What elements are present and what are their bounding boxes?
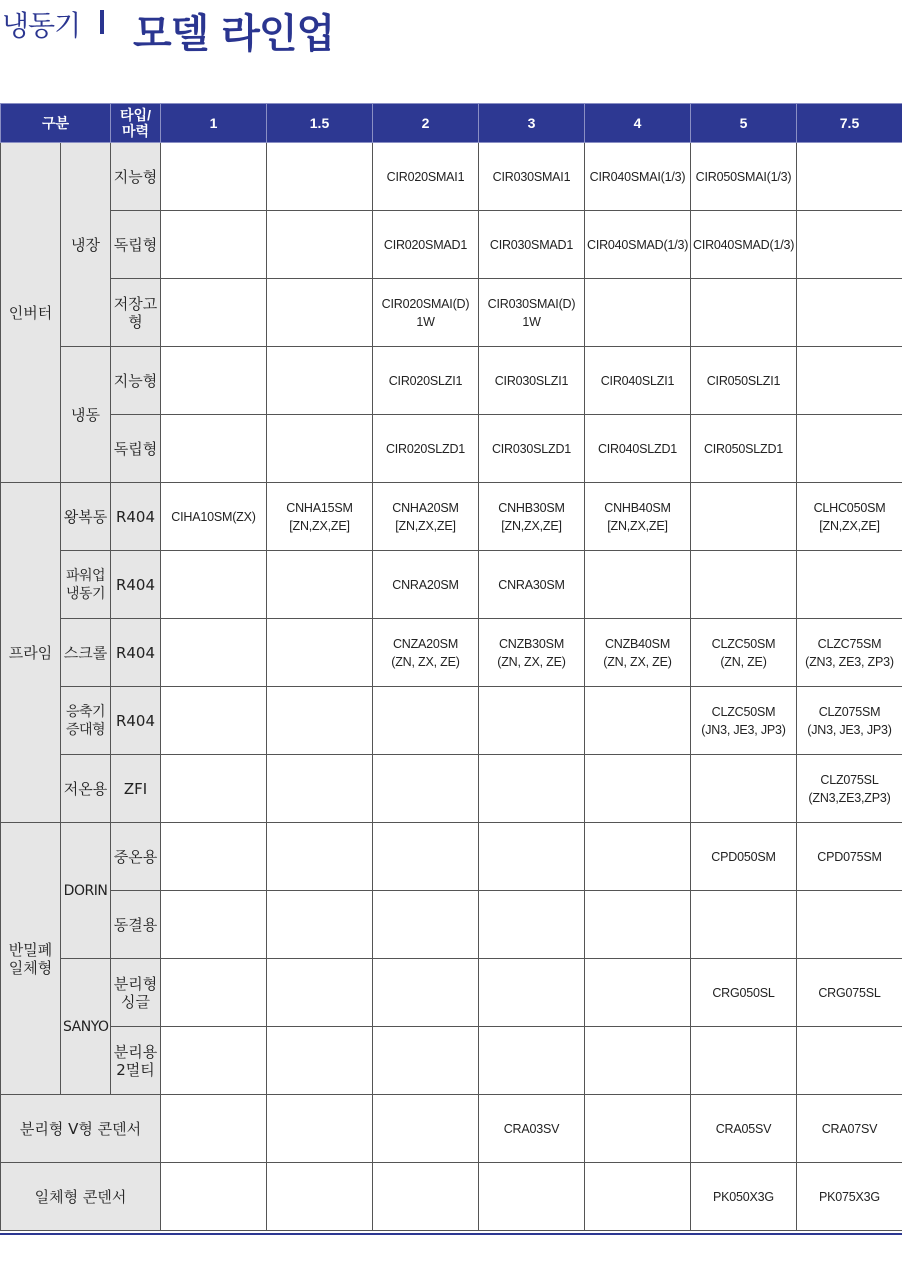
table-row	[1, 347, 902, 415]
table-header-row	[1, 104, 902, 143]
model-cell	[797, 551, 902, 619]
model-cell	[691, 755, 797, 823]
type-cell: 지능형	[111, 143, 161, 211]
model-cell: CLHC050SM [ZN,ZX,ZE]	[797, 483, 902, 551]
header-hp-7-5: 7.5	[797, 104, 902, 143]
model-cell: CIR030SLZI1	[479, 347, 585, 415]
model-cell: CIR050SLZD1	[691, 415, 797, 483]
table-row	[1, 619, 902, 687]
model-cell: CLZ075SM (JN3, JE3, JP3)	[797, 687, 902, 755]
model-cell	[267, 279, 373, 347]
model-cell	[161, 619, 267, 687]
model-cell: CIR030SLZD1	[479, 415, 585, 483]
model-cell: CIR040SLZD1	[585, 415, 691, 483]
model-cell	[267, 1027, 373, 1095]
model-cell	[267, 687, 373, 755]
model-cell: CIR030SMAD1	[479, 211, 585, 279]
model-cell: CNZB40SM (ZN, ZX, ZE)	[585, 619, 691, 687]
model-cell: CNRA20SM	[373, 551, 479, 619]
model-cell: CIHA10SM(ZX)	[161, 483, 267, 551]
model-cell: CIR050SLZI1	[691, 347, 797, 415]
page-title: 모델 라인업	[133, 11, 335, 57]
header-category: 구분	[1, 104, 111, 143]
model-cell	[585, 279, 691, 347]
type-cell: 저장고 형	[111, 279, 161, 347]
model-cell	[373, 755, 479, 823]
table-row	[1, 755, 902, 823]
model-cell	[373, 891, 479, 959]
model-cell	[479, 1163, 585, 1231]
model-cell: CIR050SMAI(1/3)	[691, 143, 797, 211]
subgroup-dorin: DORIN	[61, 823, 111, 959]
model-cell	[267, 1163, 373, 1231]
model-cell	[267, 347, 373, 415]
type-cell: R404	[111, 687, 161, 755]
model-cell	[161, 959, 267, 1027]
model-cell	[161, 891, 267, 959]
subgroup-cell: 왕복동	[61, 483, 111, 551]
header-hp-3: 3	[479, 104, 585, 143]
model-cell: CLZ075SL (ZN3,ZE3,ZP3)	[797, 755, 902, 823]
model-cell: CNRA30SM	[479, 551, 585, 619]
model-cell	[691, 1027, 797, 1095]
model-cell	[373, 823, 479, 891]
model-cell	[373, 959, 479, 1027]
subgroup-cell: 스크롤	[61, 619, 111, 687]
group-integrated-condenser: 일체형 콘덴서	[1, 1163, 161, 1231]
model-cell: PK075X3G	[797, 1163, 902, 1231]
subgroup-cell: 저온용	[61, 755, 111, 823]
subgroup-freeze: 냉동	[61, 347, 111, 483]
model-cell	[161, 143, 267, 211]
model-cell: CNHA20SM [ZN,ZX,ZE]	[373, 483, 479, 551]
model-cell	[585, 1095, 691, 1163]
model-cell	[161, 687, 267, 755]
table-row	[1, 823, 902, 891]
model-cell	[161, 415, 267, 483]
model-cell	[267, 211, 373, 279]
group-inverter: 인버터	[1, 143, 61, 483]
model-cell	[585, 891, 691, 959]
group-prime: 프라임	[1, 483, 61, 823]
model-cell	[797, 279, 902, 347]
model-cell	[267, 143, 373, 211]
model-cell: CIR040SMAI(1/3)	[585, 143, 691, 211]
model-cell	[161, 1027, 267, 1095]
table-row	[1, 959, 902, 1027]
model-cell: CNHB30SM [ZN,ZX,ZE]	[479, 483, 585, 551]
model-cell	[797, 211, 902, 279]
model-cell	[373, 687, 479, 755]
model-cell: CRA07SV	[797, 1095, 902, 1163]
model-cell: CRG075SL	[797, 959, 902, 1027]
model-cell: CLZC50SM (ZN, ZE)	[691, 619, 797, 687]
model-cell: CNHB40SM [ZN,ZX,ZE]	[585, 483, 691, 551]
model-cell: CIR040SMAD(1/3)	[585, 211, 691, 279]
type-cell: 동결용	[111, 891, 161, 959]
model-cell	[797, 1027, 902, 1095]
model-cell: CIR020SLZD1	[373, 415, 479, 483]
page-header	[0, 0, 902, 100]
subgroup-cell: 응축기 증대형	[61, 687, 111, 755]
group-semi-hermetic: 반밀폐 일체형	[1, 823, 61, 1095]
model-cell: PK050X3G	[691, 1163, 797, 1231]
model-cell	[161, 279, 267, 347]
type-cell: R404	[111, 619, 161, 687]
model-cell	[797, 415, 902, 483]
type-cell: 중온용	[111, 823, 161, 891]
subgroup-sanyo: SANYO	[61, 959, 111, 1095]
model-cell	[797, 347, 902, 415]
model-cell	[373, 1163, 479, 1231]
model-cell	[479, 823, 585, 891]
model-cell: CIR040SMAD(1/3)	[691, 211, 797, 279]
type-cell: R404	[111, 551, 161, 619]
model-cell: CIR020SMAI1	[373, 143, 479, 211]
type-cell: 독립형	[111, 415, 161, 483]
model-lineup-table	[0, 103, 902, 1231]
subgroup-cell: 파워업 냉동기	[61, 551, 111, 619]
table-row	[1, 891, 902, 959]
model-cell: CIR030SMAI(D) 1W	[479, 279, 585, 347]
model-cell: CLZC75SM (ZN3, ZE3, ZP3)	[797, 619, 902, 687]
table-row	[1, 211, 902, 279]
model-cell: CPD075SM	[797, 823, 902, 891]
type-cell: 분리형 싱글	[111, 959, 161, 1027]
model-cell	[161, 551, 267, 619]
model-cell: CPD050SM	[691, 823, 797, 891]
header-hp-1-5: 1.5	[267, 104, 373, 143]
model-cell	[585, 687, 691, 755]
model-cell	[373, 1095, 479, 1163]
model-cell: CIR030SMAI1	[479, 143, 585, 211]
model-cell	[161, 1095, 267, 1163]
model-cell	[161, 211, 267, 279]
type-cell: 독립형	[111, 211, 161, 279]
type-cell: R404	[111, 483, 161, 551]
model-cell	[691, 279, 797, 347]
header-type: 타입/ 마력	[111, 104, 161, 143]
model-cell	[585, 823, 691, 891]
model-cell: CNZB30SM (ZN, ZX, ZE)	[479, 619, 585, 687]
model-cell	[479, 687, 585, 755]
subgroup-fridge: 냉장	[61, 143, 111, 347]
model-cell	[479, 755, 585, 823]
category-label: 냉동기	[2, 9, 81, 42]
model-cell: CIR040SLZI1	[585, 347, 691, 415]
model-cell	[797, 143, 902, 211]
model-cell	[585, 1163, 691, 1231]
model-cell	[585, 755, 691, 823]
table-row	[1, 1027, 902, 1095]
model-cell	[585, 1027, 691, 1095]
model-cell: CRG050SL	[691, 959, 797, 1027]
model-cell: CRA05SV	[691, 1095, 797, 1163]
model-cell	[267, 755, 373, 823]
title-separator	[100, 10, 104, 34]
model-cell	[691, 891, 797, 959]
model-cell: CNZA20SM (ZN, ZX, ZE)	[373, 619, 479, 687]
model-cell	[267, 823, 373, 891]
model-cell: CIR020SMAD1	[373, 211, 479, 279]
header-hp-2: 2	[373, 104, 479, 143]
model-cell	[691, 551, 797, 619]
table-row	[1, 483, 902, 551]
model-cell	[161, 347, 267, 415]
table-row	[1, 1095, 902, 1163]
model-cell: CIR020SMAI(D) 1W	[373, 279, 479, 347]
model-cell	[479, 1027, 585, 1095]
table-row	[1, 687, 902, 755]
table-row	[1, 1163, 902, 1231]
model-cell	[585, 959, 691, 1027]
model-cell: CLZC50SM (JN3, JE3, JP3)	[691, 687, 797, 755]
model-cell	[373, 1027, 479, 1095]
model-cell	[585, 551, 691, 619]
model-cell	[479, 959, 585, 1027]
bottom-rule	[0, 1233, 902, 1235]
model-cell	[267, 415, 373, 483]
header-hp-1: 1	[161, 104, 267, 143]
group-split-v-condenser: 분리형 V형 콘덴서	[1, 1095, 161, 1163]
model-cell: CIR020SLZI1	[373, 347, 479, 415]
model-cell	[267, 959, 373, 1027]
model-cell: CNHA15SM [ZN,ZX,ZE]	[267, 483, 373, 551]
model-cell	[161, 755, 267, 823]
model-cell	[161, 823, 267, 891]
model-cell	[267, 619, 373, 687]
model-cell	[161, 1163, 267, 1231]
header-hp-4: 4	[585, 104, 691, 143]
model-cell	[691, 483, 797, 551]
type-cell: 분리용 2멀티	[111, 1027, 161, 1095]
model-cell: CRA03SV	[479, 1095, 585, 1163]
model-cell	[797, 891, 902, 959]
type-cell: 지능형	[111, 347, 161, 415]
table-row	[1, 279, 902, 347]
type-cell: ZFI	[111, 755, 161, 823]
model-cell	[267, 551, 373, 619]
table-row	[1, 143, 902, 211]
model-cell	[479, 891, 585, 959]
header-hp-5: 5	[691, 104, 797, 143]
model-cell	[267, 1095, 373, 1163]
table-row	[1, 551, 902, 619]
model-cell	[267, 891, 373, 959]
table-row	[1, 415, 902, 483]
